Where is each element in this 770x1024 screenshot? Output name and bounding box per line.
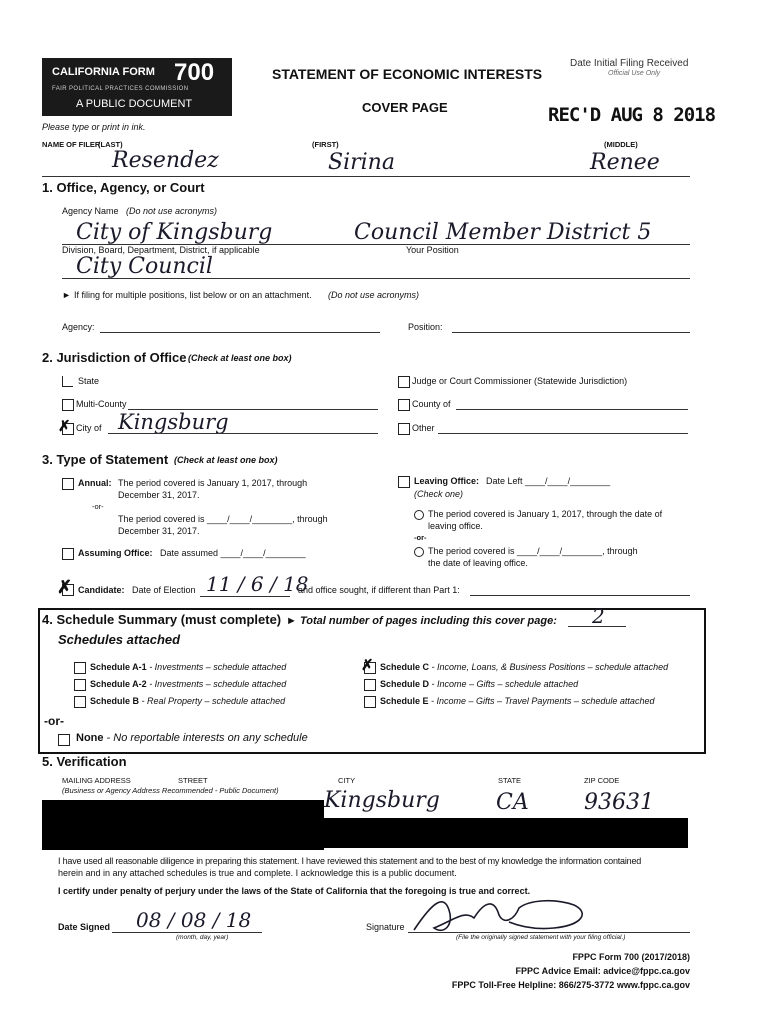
leaving-option-1b: leaving office. xyxy=(428,521,483,531)
last-name-label: (LAST) xyxy=(98,140,123,149)
leaving-option-2b: the date of leaving office. xyxy=(428,558,528,568)
mailing-zip-field[interactable]: 93631 xyxy=(584,790,654,815)
footer-helpline: FPPC Toll-Free Helpline: 866/275-3772 www.fppc.ca.gov xyxy=(451,980,690,990)
annual-text-2: December 31, 2017. xyxy=(118,490,200,500)
diligence-statement-1: I have used all reasonable diligence in preparing this statement. I have reviewed this statement and to the best of my knowledge the information contained xyxy=(58,856,642,866)
certify-statement: I certify under penalty of perjury under the laws of the State of California that the foregoing is true and correct. xyxy=(58,886,531,896)
agency2-field[interactable] xyxy=(100,332,380,333)
schedule-c-label: Schedule C - Income, Loans, & Business Positions – schedule attached xyxy=(380,662,669,672)
ink-instruction: Please type or print in ink. xyxy=(42,122,146,132)
schedule-or: -or- xyxy=(44,714,64,728)
arrow-icon: ► xyxy=(62,290,71,300)
agency2-label: Agency: xyxy=(62,322,95,332)
agency-name-field[interactable]: City of Kingsburg xyxy=(76,220,273,245)
signature-underline xyxy=(408,932,690,933)
office-sought-label: and office sought, if different than Part 1: xyxy=(298,585,460,595)
redacted-address-line xyxy=(324,818,688,848)
annual-or: -or- xyxy=(92,502,104,511)
signature-hint: (File the originally signed statement with your filing official.) xyxy=(456,934,626,941)
mailing-address-hint: (Business or Agency Address Recommended - Public Document) xyxy=(62,786,279,795)
form-title: CALIFORNIA FORM xyxy=(52,66,155,78)
section-3-hint: (Check at least one box) xyxy=(174,455,278,465)
none-label: None - No reportable interests on any schedule xyxy=(76,732,308,744)
assuming-office-checkbox[interactable] xyxy=(62,548,74,560)
multi-county-checkbox[interactable] xyxy=(62,399,74,411)
total-pages-underline xyxy=(568,626,626,627)
multiple-positions-hint: (Do not use acronyms) xyxy=(328,290,420,300)
schedule-a2-checkbox[interactable] xyxy=(74,679,86,691)
commission-name: FAIR POLITICAL PRACTICES COMMISSION xyxy=(52,86,189,92)
leaving-office-text: Date Left ____/____/________ xyxy=(486,476,611,486)
schedule-d-checkbox[interactable] xyxy=(364,679,376,691)
candidate-check-mark: ✗ xyxy=(57,577,73,597)
zip-label: ZIP CODE xyxy=(584,776,620,785)
name-of-filer-label: NAME OF FILER xyxy=(42,140,101,149)
county-of-label: County of xyxy=(412,399,451,409)
street-label: STREET xyxy=(178,776,208,785)
assuming-office-label: Assuming Office: xyxy=(78,548,153,558)
leaving-option-1a: The period covered is January 1, 2017, through the date of xyxy=(428,509,663,519)
judge-checkbox[interactable] xyxy=(398,376,410,388)
schedule-a1-checkbox[interactable] xyxy=(74,662,86,674)
diligence-statement-2: herein and in any attached schedules is true and complete. I acknowledge this is a public document. xyxy=(58,868,457,878)
annual-text-4: December 31, 2017. xyxy=(118,526,200,536)
date-received-label: Date Initial Filing Received xyxy=(570,58,689,69)
state-checkbox[interactable] xyxy=(62,376,73,387)
redacted-street-address xyxy=(42,800,324,850)
middle-name-field[interactable]: Renee xyxy=(590,150,660,175)
city-label: CITY xyxy=(338,776,356,785)
leaving-office-checkbox[interactable] xyxy=(398,476,410,488)
annual-text-3: The period covered is ____/____/________, through xyxy=(118,514,328,524)
state-label-5: STATE xyxy=(498,776,522,785)
middle-name-label: (MIDDLE) xyxy=(604,140,638,149)
leaving-option-2-radio[interactable] xyxy=(414,547,424,557)
date-signed-label: Date Signed xyxy=(58,922,111,932)
position-field[interactable]: Council Member District 5 xyxy=(354,220,652,245)
date-signed-field[interactable]: 08 / 08 / 18 xyxy=(136,908,252,932)
division-label: Division, Board, Department, District, if applicable xyxy=(62,245,260,255)
leaving-office-label: Leaving Office: xyxy=(414,476,480,486)
judge-label: Judge or Court Commissioner (Statewide Jurisdiction) xyxy=(412,376,628,386)
city-check-mark: ✗ xyxy=(58,418,71,435)
date-signed-underline xyxy=(112,932,262,933)
official-use-label: Official Use Only xyxy=(608,70,661,77)
other-label: Other xyxy=(412,423,435,433)
total-pages-label xyxy=(286,615,557,627)
election-date-underline xyxy=(200,596,290,597)
schedule-c-check-mark: ✗ xyxy=(361,657,374,674)
statement-title: STATEMENT OF ECONOMIC INTERESTS xyxy=(272,66,543,82)
agency-name-hint: (Do not use acronyms) xyxy=(126,206,218,216)
schedule-a1-label: Schedule A-1 - Investments – schedule attached xyxy=(90,662,287,672)
office-sought-field[interactable] xyxy=(470,595,690,596)
public-document-label: A PUBLIC DOCUMENT xyxy=(76,98,193,110)
city-underline xyxy=(108,433,378,434)
section-2-title: 2. Jurisdiction of Office xyxy=(42,350,187,365)
other-checkbox[interactable] xyxy=(398,423,410,435)
candidate-election-label: Date of Election xyxy=(132,585,196,595)
last-name-field[interactable]: Resendez xyxy=(112,148,219,173)
city-field[interactable]: Kingsburg xyxy=(118,410,229,434)
name-underline xyxy=(42,176,690,177)
annual-label: Annual: xyxy=(78,478,112,488)
schedules-attached-label: Schedules attached xyxy=(58,632,181,647)
election-date-field[interactable]: 11 / 6 / 18 xyxy=(206,572,309,596)
state-label: State xyxy=(78,376,100,386)
division-field[interactable]: City Council xyxy=(76,254,213,279)
schedule-d-label: Schedule D - Income – Gifts – schedule attached xyxy=(380,679,579,689)
none-checkbox[interactable] xyxy=(58,734,70,746)
position2-field[interactable] xyxy=(452,332,690,333)
leaving-or: -or- xyxy=(414,533,427,542)
county-field[interactable] xyxy=(456,409,688,410)
signature-scribble xyxy=(414,901,582,931)
leaving-option-2a: The period covered is ____/____/________, through xyxy=(428,546,638,556)
section-1-title: 1. Office, Agency, or Court xyxy=(42,180,205,195)
mailing-city-field[interactable]: Kingsburg xyxy=(324,788,440,813)
position2-label: Position: xyxy=(408,322,443,332)
section-2-hint: (Check at least one box) xyxy=(188,353,292,363)
schedule-e-label: Schedule E - Income – Gifts – Travel Payments – schedule attached xyxy=(380,696,655,706)
total-pages-field[interactable]: 2 xyxy=(592,604,605,628)
multiple-positions-note: If filing for multiple positions, list below or on an attachment. xyxy=(74,290,312,300)
schedule-e-checkbox[interactable] xyxy=(364,696,376,708)
section-4-title: 4. Schedule Summary (must complete) xyxy=(42,612,282,627)
first-name-field[interactable]: Sirina xyxy=(328,150,395,175)
total-pages-text: Total number of pages including this cover page: xyxy=(299,615,557,627)
annual-text-1: The period covered is January 1, 2017, through xyxy=(118,478,308,488)
arrow-right-icon: ► xyxy=(286,615,297,627)
assuming-office-text: Date assumed ____/____/________ xyxy=(160,548,306,558)
schedule-a2-label: Schedule A-2 - Investments – schedule attached xyxy=(90,679,287,689)
city-of-label: City of xyxy=(76,423,102,433)
mailing-state-field[interactable]: CA xyxy=(496,790,529,815)
form-number: 700 xyxy=(174,59,215,86)
other-field[interactable] xyxy=(438,433,688,434)
mailing-address-label: MAILING ADDRESS xyxy=(62,776,131,785)
annual-checkbox[interactable] xyxy=(62,478,74,490)
cover-page-label: COVER PAGE xyxy=(362,100,448,115)
check-one-hint: (Check one) xyxy=(414,489,464,499)
section-5-title: 5. Verification xyxy=(42,754,127,769)
date-format-hint: (month, day, year) xyxy=(176,934,229,941)
schedule-b-label: Schedule B - Real Property – schedule attached xyxy=(90,696,286,706)
position-label: Your Position xyxy=(406,245,459,255)
first-name-label: (FIRST) xyxy=(312,140,339,149)
footer-form-version: FPPC Form 700 (2017/2018) xyxy=(572,952,690,962)
multi-county-label: Multi-County xyxy=(76,399,127,409)
form-badge xyxy=(42,58,232,116)
schedule-b-checkbox[interactable] xyxy=(74,696,86,708)
section-3-title: 3. Type of Statement xyxy=(42,452,169,467)
footer-advice-email: FPPC Advice Email: advice@fppc.ca.gov xyxy=(515,966,690,976)
division-underline xyxy=(62,278,690,279)
county-checkbox[interactable] xyxy=(398,399,410,411)
received-stamp: REC'D AUG 8 2018 xyxy=(548,104,716,126)
signature-label: Signature xyxy=(366,922,405,932)
candidate-label: Candidate: xyxy=(78,585,125,595)
leaving-option-1-radio[interactable] xyxy=(414,510,424,520)
agency-name-label: Agency Name xyxy=(62,206,119,216)
